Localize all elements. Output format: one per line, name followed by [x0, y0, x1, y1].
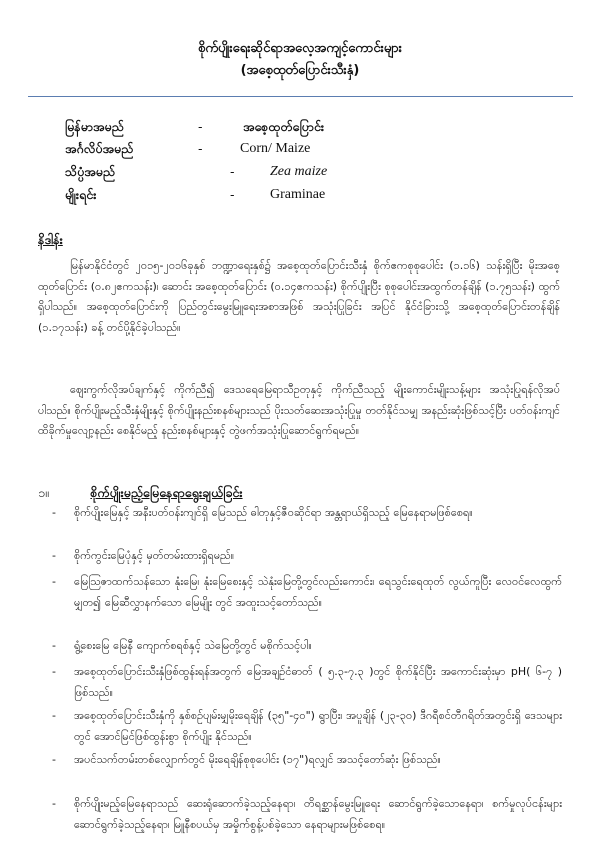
crop-info-dash: - — [230, 164, 235, 179]
list-item-text: စိုက်ကွင်းမြေပုံနှင့် မှတ်တမ်းထားရှိရမည်။ — [74, 549, 235, 562]
bullet-dash: - — [52, 575, 56, 588]
bullet-dash: - — [52, 665, 56, 678]
list-item — [52, 636, 562, 658]
intro-paragraph-1: မြန်မာနိုင်ငံတွင် ၂၀၁၅-၂၀၁၆ခုနှစ် ဘဏ္ဍာရေးနှစ်၌ အစေ့ထုတ်ပြောင်းသီးနှံ စိုက်ဧကစုစုပေါင်း (၁.၁၆) သန်းရှိပြီး မိုးအစေ့ထုတ်ပြောင်း (၀.၈၂ဧကသန်း)၊ ဆောင်း အစေ့ထုတ်ပြောင်း (၀.၁၄ဧကသန်း) စိုက်ပျိုးပြီး စုစုပေါင်းအထွက်တန်ချိန် (၁.၇၅သန်း) ထွက်ရှိပါသည်။ အစေ့ထုတ်ပြောင်းကို ပြည်တွင်းမွေးမြူရေးအစာအဖြစ် အသုံးပြုခြင်း အပြင် နိုင်ငံခြားသို့ အစေ့ထုတ်ပြောင်းတန်ချိန် (၁.၁၇သန်း) ခန့် တင်ပို့နိုင်ခဲ့ပါသည်။ — [38, 259, 560, 334]
bullet-dash: - — [52, 709, 56, 722]
crop-info-dash: - — [230, 187, 235, 202]
crop-info-label: သိပ္ပံအမည် — [65, 164, 115, 179]
list-item — [52, 750, 562, 792]
crop-info-row-family — [65, 184, 545, 206]
list-item-text: စိုက်ပျိုးမည့်မြေနေရာသည် ဆေးရုံဆောက်ခဲ့သည့်နေရာ၊ တိရစ္ဆာန်မွေးမြူရေး ဆောင်ရွက်ခဲ့သောနေရာ၊ စက်မှုလုပ်ငန်းများ ဆောင်ရွက်ခဲ့သည့်နေရာ၊ မြူနီစပယ်မှ အမှိုက်စွန့်ပစ်ခဲ့သော နေရာများမဖြစ်စေရ။ — [74, 797, 562, 831]
title-divider — [28, 96, 573, 97]
crop-info-dash: - — [198, 141, 203, 156]
bullet-dash: - — [52, 549, 56, 562]
section-1-title: စိုက်ပျိုးမည့်မြေနေရာရွေးချယ်ခြင်း — [90, 485, 243, 500]
crop-info-value: Corn/ Maize — [240, 141, 311, 156]
list-item-text: မြေဩဇာထက်သန်သော နုံးမြေ၊ နုံးမြေစေးနှင့် သဲနုံးမြေတို့တွင်လည်းကောင်း၊ ရေသွင်းရေထုတ် လွယ်ကူပြီး လေဝင်လေထွက်မျှတ၍ မြေဆီလွှာနက်သော မြေမျိုး တွင် အထူးသင့်တော်သည်။ — [74, 575, 562, 609]
section-1-number: ၁။ — [38, 485, 49, 500]
list-item-text: အပင်သက်တမ်းတစ်လျှောက်တွင် မိုးရေချိန်စုစုပေါင်း (၁၇")ရလျှင် အသင့်တော်ဆုံး ဖြစ်သည်။ — [74, 753, 441, 766]
crop-info-row-scientific-name — [65, 161, 545, 183]
intro-paragraph-2: ဈေးကွက်လိုအပ်ချက်နှင့် ကိုက်ညီ၍ ဒေသရေမြေရာသီဥတုနှင့် ကိုက်ညီသည့် မျိုးကောင်းမျိုးသန့်များ အသုံးပြုရန်လိုအပ်ပါသည်။ စိုက်ပျိုးမည့်သီးနှံမျိုးနှင့် စိုက်ပျိုးနည်းစနစ်များသည် ပိုးသတ်ဆေးအသုံးပြုမှု တတ်နိုင်သမျှ အနည်းဆုံးဖြစ်သင့်ပြီး ပတ်ဝန်းကျင်ထိခိုက်မှုလျော့နည်း စေနိုင်မည့် နည်းစနစ်များနှင့် တွဲဖက်အသုံးပြုဆောင်ရွက်ရမည်။ — [38, 383, 560, 437]
crop-info-row-myanmar-name — [65, 116, 545, 138]
list-item-text: ရွံ့စေးမြေ မြေနီ ကျောက်စရစ်နှင့် သဲမြေတို့တွင် မစိုက်သင့်ပါ။ — [74, 639, 312, 652]
crop-info-dash: - — [198, 119, 203, 134]
list-item-text: စိုက်ပျိုးမြေနှင့် အနီးပတ်ဝန်းကျင်ရှိ မြေသည် ဓါတုနှင့်ဇီဝဆိုင်ရာ အန္တရာယ်ရှိသည့် မြေနေရာမဖြစ်စေရ။ — [74, 506, 473, 519]
crop-info-label: အင်္ဂလိပ်အမည် — [65, 141, 134, 156]
crop-info-label: မြန်မာအမည် — [65, 119, 124, 134]
crop-info-value: အစေ့ထုတ်ပြောင်း — [243, 119, 325, 134]
list-item — [52, 572, 562, 634]
document-subtitle: (အစေ့ထုတ်ပြောင်းသီးနှံ) — [240, 63, 360, 78]
crop-info-value: Zea maize — [270, 164, 328, 179]
section-1-heading — [38, 483, 243, 503]
list-item — [52, 706, 562, 748]
intro-heading: နိဒါန်း — [38, 232, 63, 247]
list-item — [52, 503, 562, 545]
bullet-dash: - — [52, 639, 56, 652]
crop-info-label: မျိုးရင်း — [65, 187, 97, 202]
list-item-text: အစေ့ထုတ်ပြောင်းသီးနှံကို နှစ်စဉ်ပျမ်းမျှမိုးရေချိန် (၃၅"-၄၀") ရွာပြီး၊ အပူချိန် (၂၃-၃၀) ဒီဂရီစင်တီဂရိတ်အတွင်းရှိ ဒေသများတွင် အောင်မြင်ဖြစ်ထွန်းစွာ စိုက်ပျိုး နိုင်သည်။ — [74, 709, 562, 743]
crop-info-row-english-name — [65, 138, 545, 160]
bullet-dash: - — [52, 797, 56, 810]
document-title: စိုက်ပျိုးရေးဆိုင်ရာအလေ့အကျင့်ကောင်းများ — [198, 41, 402, 56]
bullet-dash: - — [52, 506, 56, 519]
list-item — [52, 662, 562, 704]
list-item — [52, 546, 562, 568]
crop-info-value: Graminae — [270, 187, 326, 202]
list-item — [52, 794, 562, 856]
bullet-dash: - — [52, 753, 56, 766]
list-item-text: အစေ့ထုတ်ပြောင်းသီးနှံဖြစ်ထွန်းရန်အတွက် မြေအချဉ်ငံဓာတ် ( ၅.၃-၇.၃ )တွင် စိုက်နိုင်ပြီး အကောင်းဆုံးမှာ pH( ၆-၇ ) ဖြစ်သည်။ — [74, 665, 562, 699]
